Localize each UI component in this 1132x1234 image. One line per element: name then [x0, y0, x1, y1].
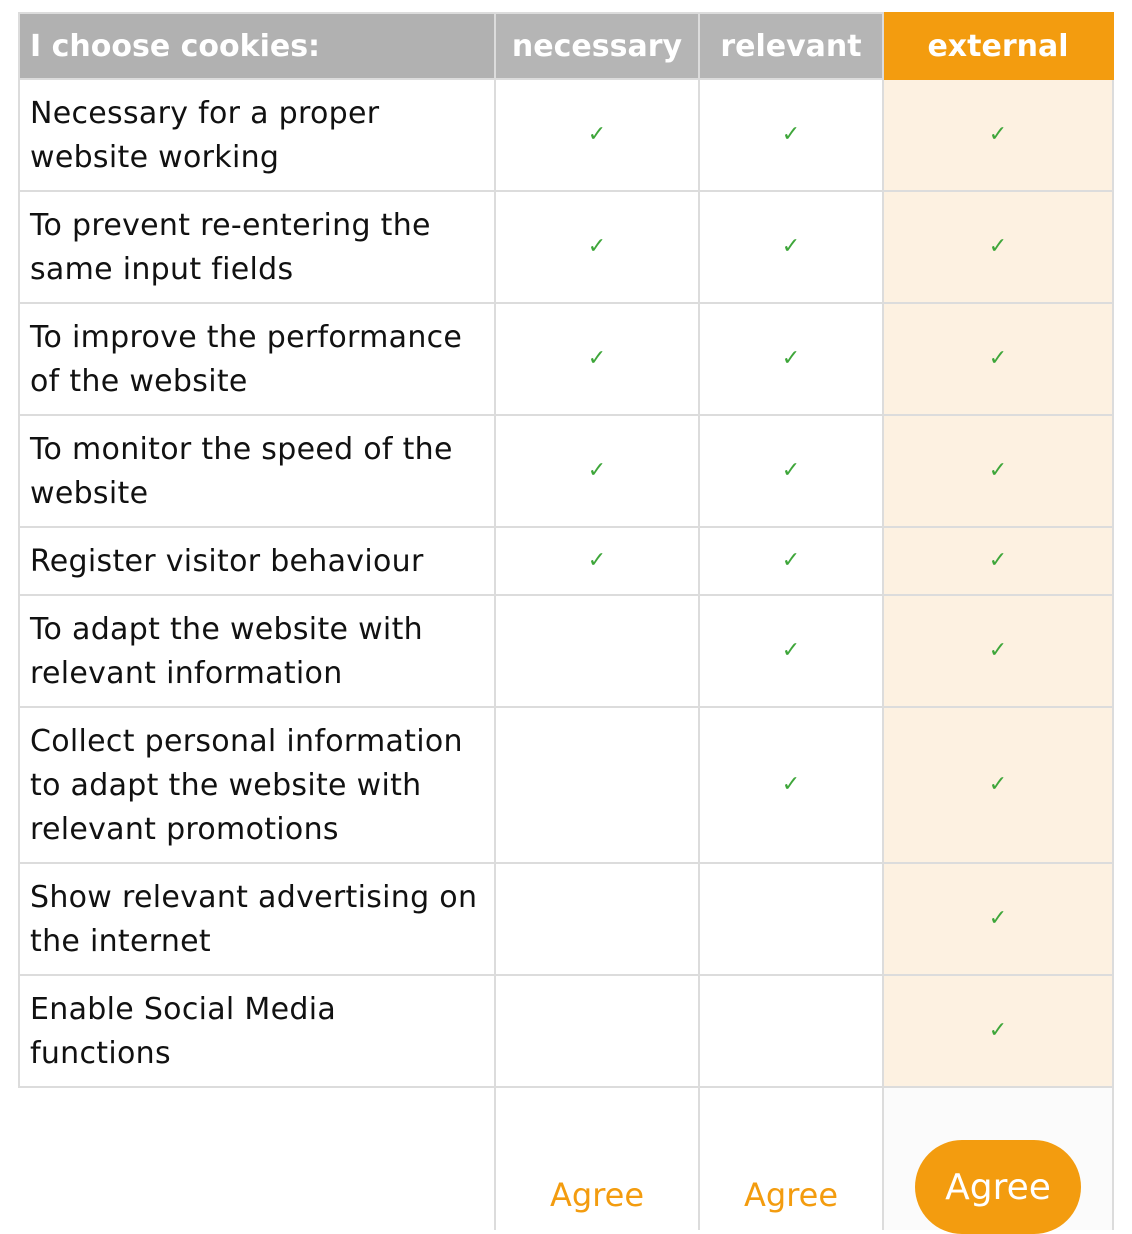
cell-relevant: [699, 595, 883, 707]
cookie-purpose-label: To adapt the website with relevant information: [19, 595, 495, 707]
table-row: [19, 303, 1113, 415]
cell-relevant: [699, 191, 883, 303]
agree-external-button[interactable]: Agree: [915, 1140, 1081, 1234]
cell-necessary: [495, 527, 699, 595]
cookie-purpose-label: Register visitor behaviour: [19, 527, 495, 595]
check-icon: ✓: [587, 346, 607, 371]
check-icon: ✓: [587, 458, 607, 483]
cell-relevant: [699, 303, 883, 415]
cell-necessary: [495, 863, 699, 975]
check-icon: ✓: [988, 122, 1008, 147]
agree-row-spacer: [19, 1087, 495, 1230]
column-header-necessary: necessary: [495, 13, 699, 79]
cell-external: [883, 191, 1113, 303]
cell-relevant: [699, 975, 883, 1087]
check-icon: ✓: [781, 548, 801, 573]
cell-necessary: [495, 707, 699, 863]
column-header-external: external: [883, 13, 1113, 79]
table-row: [19, 415, 1113, 527]
check-icon: ✓: [988, 772, 1008, 797]
check-icon: ✓: [781, 346, 801, 371]
table-row: [19, 595, 1113, 707]
check-icon: ✓: [781, 122, 801, 147]
cell-external: [883, 79, 1113, 191]
agree-cell-necessary: [495, 1087, 699, 1230]
cell-relevant: [699, 415, 883, 527]
cell-necessary: [495, 191, 699, 303]
cell-necessary: [495, 975, 699, 1087]
cell-external: [883, 975, 1113, 1087]
check-icon: ✓: [781, 772, 801, 797]
cell-relevant: [699, 707, 883, 863]
agree-relevant-button[interactable]: Agree: [743, 1176, 839, 1214]
check-icon: ✓: [988, 906, 1008, 931]
table-row: [19, 863, 1113, 975]
cell-external: [883, 707, 1113, 863]
cell-necessary: [495, 303, 699, 415]
cookie-purpose-label: Show relevant advertising on the internet: [19, 863, 495, 975]
check-icon: ✓: [988, 548, 1008, 573]
cell-relevant: [699, 79, 883, 191]
check-icon: ✓: [781, 638, 801, 663]
table-title: I choose cookies:: [19, 13, 495, 79]
check-icon: ✓: [988, 234, 1008, 259]
table-row: [19, 975, 1113, 1087]
agree-cell-relevant: [699, 1087, 883, 1230]
check-icon: ✓: [587, 548, 607, 573]
table-row: [19, 527, 1113, 595]
agree-row: [19, 1087, 1113, 1230]
cell-necessary: [495, 415, 699, 527]
table-row: [19, 191, 1113, 303]
check-icon: ✓: [988, 458, 1008, 483]
cookie-preferences: [18, 12, 1112, 1230]
cell-necessary: [495, 595, 699, 707]
agree-cell-external: [883, 1087, 1113, 1230]
column-header-relevant: relevant: [699, 13, 883, 79]
cookie-purpose-label: Enable Social Media functions: [19, 975, 495, 1087]
cookie-purpose-label: To prevent re-entering the same input fields: [19, 191, 495, 303]
check-icon: ✓: [988, 1018, 1008, 1043]
cell-relevant: [699, 527, 883, 595]
table-row: [19, 707, 1113, 863]
check-icon: ✓: [587, 122, 607, 147]
cookie-level-table: [18, 12, 1114, 1230]
check-icon: ✓: [988, 346, 1008, 371]
cell-relevant: [699, 863, 883, 975]
check-icon: ✓: [587, 234, 607, 259]
check-icon: ✓: [781, 458, 801, 483]
cell-external: [883, 863, 1113, 975]
cell-external: [883, 595, 1113, 707]
cell-external: [883, 303, 1113, 415]
check-icon: ✓: [781, 234, 801, 259]
cell-necessary: [495, 79, 699, 191]
table-row: [19, 79, 1113, 191]
cookie-purpose-label: To monitor the speed of the website: [19, 415, 495, 527]
check-icon: ✓: [988, 638, 1008, 663]
cell-external: [883, 415, 1113, 527]
cookie-purpose-label: To improve the performance of the website: [19, 303, 495, 415]
table-header-row: [19, 13, 1113, 79]
cookie-purpose-label: Collect personal information to adapt the website with relevant promotions: [19, 707, 495, 863]
cell-external: [883, 527, 1113, 595]
agree-necessary-button[interactable]: Agree: [549, 1176, 645, 1214]
cookie-purpose-label: Necessary for a proper website working: [19, 79, 495, 191]
